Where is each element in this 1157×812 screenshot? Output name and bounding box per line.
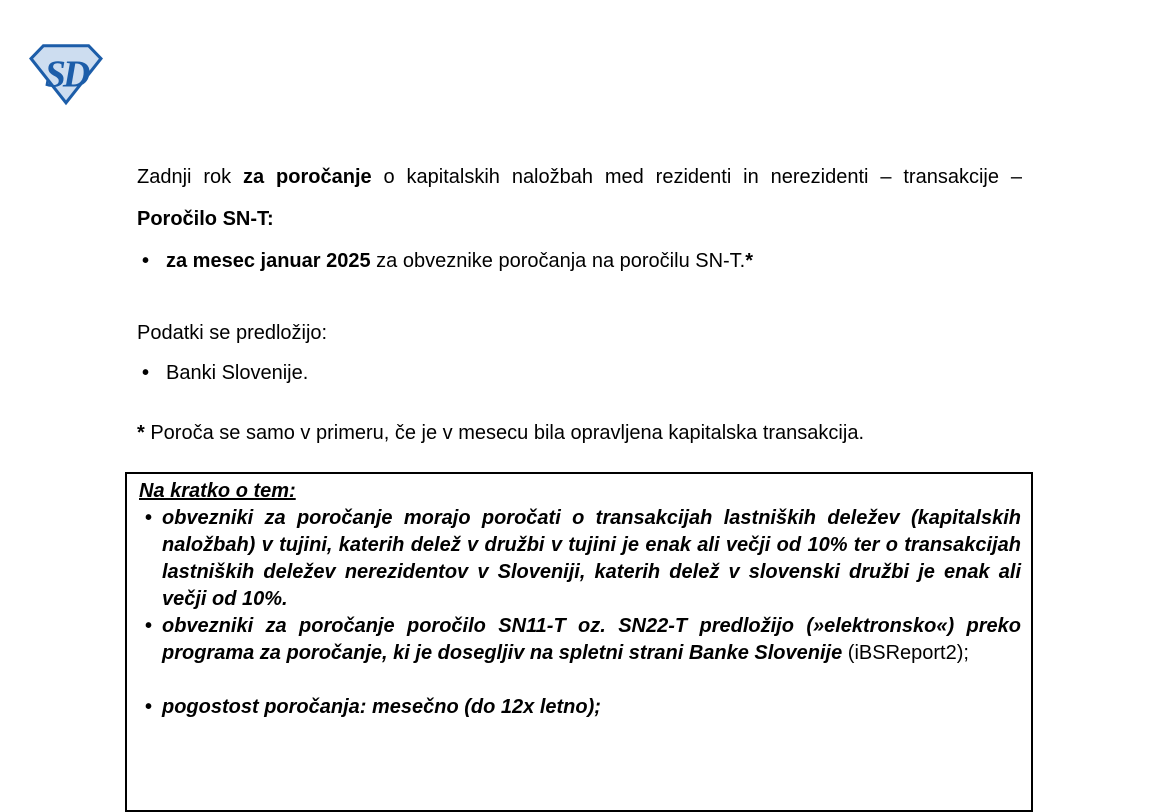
text-segment: o kapitalskih naložbah med rezidenti in nerezidenti – transakcije – [371, 166, 1022, 188]
text-segment: (iBSReport2); [847, 642, 969, 664]
info-box-item [139, 505, 1021, 613]
text-segment: * [745, 250, 754, 272]
deadline-list [137, 240, 1022, 282]
logo-letters: SD [44, 53, 88, 96]
text-segment: obvezniki za poročanje poročilo SN11-T oz. SN22-T predložijo (»elektronsko«) preko programa za poročanje, ki je dosegljiv na spletni strani Banke Slovenije [162, 615, 1021, 664]
info-box-item [139, 694, 1021, 721]
text-segment: obvezniki za poročanje morajo poročati o transakcijah lastniških deležev (kapitalskih naložbah) v tujini, katerih delež v družbi v tujini je enak ali večji od 10% ter o transakcijah lastniških deležev nerezidentov v Sloveniji, katerih delež v slovenski družbi je enak ali večji od 10%. [162, 507, 1021, 610]
info-box-list [139, 505, 1021, 721]
submit-item: • Banki Slovenije. [137, 352, 1022, 394]
text-segment: za obveznike poročanja na poročilu SN-T. [370, 250, 746, 272]
text-segment: Poročilo SN-T: [137, 208, 274, 230]
info-box [125, 472, 1033, 812]
intro-paragraph [137, 156, 1022, 240]
text-segment: za mesec januar 2025 [166, 250, 371, 272]
footnote [137, 412, 1022, 454]
text-segment: za poročanje [243, 166, 372, 188]
text-segment: * [137, 422, 151, 444]
text-segment: Zadnji rok [137, 166, 244, 188]
deadline-item [137, 240, 1022, 282]
text-segment: Poroča se samo v primeru, če je v mesecu bila opravljena kapitalska transakcija. [150, 422, 864, 444]
submit-heading: Podatki se predložijo: [137, 322, 328, 344]
info-box-heading: Na kratko o tem: [139, 480, 296, 502]
sd-logo [29, 43, 103, 105]
submit-list [137, 352, 1022, 394]
text-segment: pogostost poročanja: mesečno (do 12x letno); [162, 696, 601, 718]
info-box-item [139, 613, 1021, 667]
